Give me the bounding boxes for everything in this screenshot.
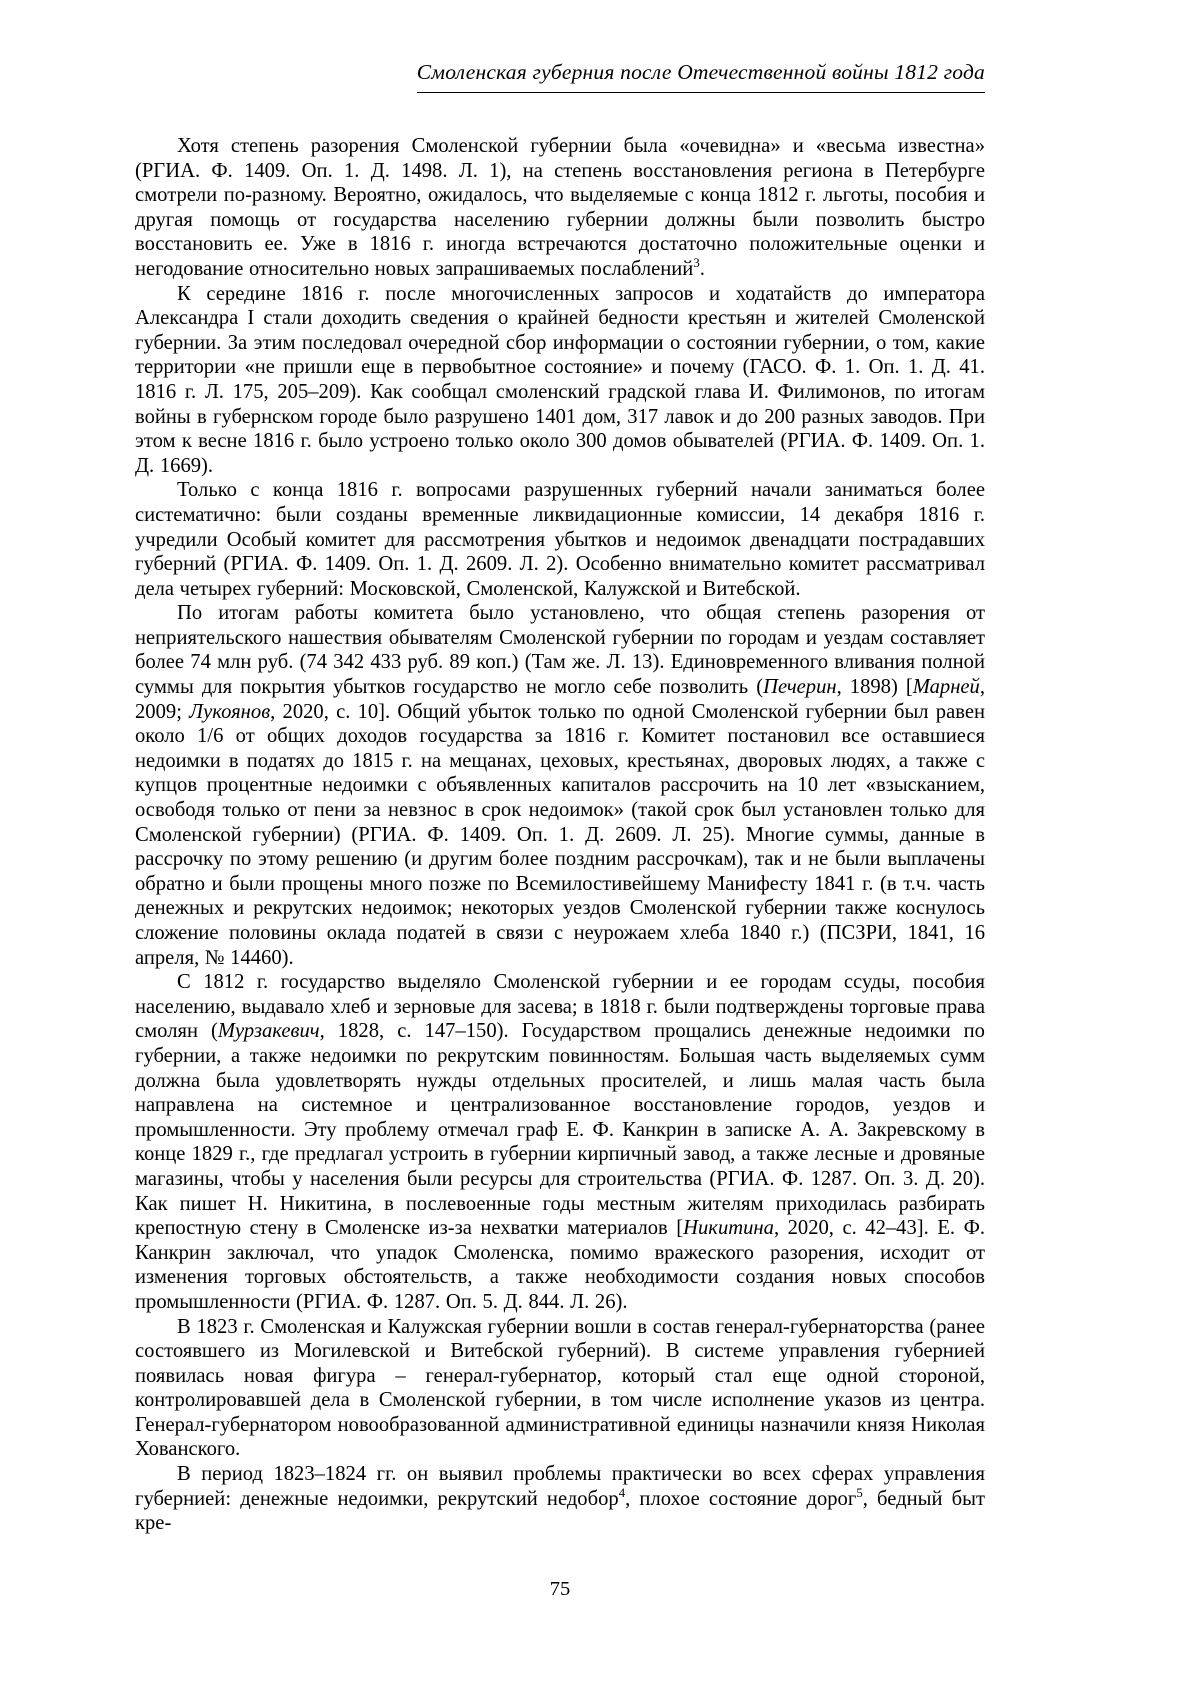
text-run: , бедный быт кре-: [135, 1487, 985, 1535]
paragraph: [135, 1315, 985, 1463]
text-run: Мурзакевич: [217, 1020, 320, 1043]
text-run: К середине 1816 г. после многочисленных запросов и ходатайств до императора Александра I стали доходить сведения о крайней бедности крестьян и жителей Смоленской губернии. За этим последовал очередной сбор информации о состоянии губернии, о том, какие территории «не пришли еще в первобытное состояние» и почему (ГАСО. Ф. 1. Оп. 1. Д. 41. 1816 г. Л. 175, 205–209). Как сообщал смоленский градской глава И. Филимонов, по итогам войны в губернском городе было разрушено 1401 дом, 317 лавок и до 200 разных заводов. При этом к весне 1816 г. было устроено только около 300 домов обывателей (РГИА. Ф. 1409. Оп. 1. Д. 1669).: [135, 282, 985, 477]
text-run: Хотя степень разорения Смоленской губернии была «очевидна» и «весьма известна» (РГИА. Ф. 1409. Оп. 1. Д. 1498. Л. 1), на степень восстановления региона в Петербурге смотрели по-разному. Вероятно, ожидалось, что выделяемые с конца 1812 г. льготы, пособия и другая помощь от государства населению губернии должны были позволить быстро восстановить ее. Уже в 1816 г. иногда встречаются достаточно положительные оценки и негодование относительно новых запрашиваемых послаблений: [135, 135, 985, 280]
paragraph: [135, 478, 985, 601]
paragraph: [135, 282, 985, 479]
text-run: .: [699, 257, 705, 280]
text-run: В период 1823–1824 гг. он выявил проблемы практически во всех сферах управления губернией: денежные недоимки, рекрутский недобор: [135, 1463, 985, 1510]
text-run: , 2020, с. 10]. Общий убыток только по одной Смоленской губернии был равен около 1/6 от общих доходов государства за 1816 г. Комитет постановил все оставшиеся недоимки в податях до 1815 г. на мещанах, цеховых, крестьянах, дворовых людях, а также с купцов процентные недоимки с объявленных капиталов рассрочить на 10 лет «взысканием, освободя только от пени за невзнос в срок недоимок» (такой срок был установлен только для Смоленской губернии) (РГИА. Ф. 1409. Оп. 1. Д. 2609. Л. 25). Многие суммы, данные в рассрочку по этому решению (и другим более поздним рассрочкам), так и не были выплачены обратно и были прощены много позже по Всемилостивейшему Манифесту 1841 г. (в т.ч. часть денежных и рекрутских недоимок; некоторых уездов Смоленской губернии также коснулось сложение половины оклада податей в связи с неурожаем хлеба 1840 г.) (ПСЗРИ, 1841, 16 апреля, № 14460).: [135, 700, 985, 969]
text-run: С 1812 г. государство выделяло Смоленской губернии и ее городам ссуды, пособия населению, выдавало хлеб и зерновые для засева; в 1818 г. были подтверждены торговые права смолян (: [135, 971, 985, 1043]
paragraph: [135, 970, 985, 1314]
paragraph: [135, 601, 985, 970]
article-body: [135, 134, 985, 1536]
paragraph: [135, 134, 985, 282]
text-run: , 2009;: [135, 676, 986, 723]
text-run: Марней: [912, 676, 980, 699]
page-number: 75: [549, 1578, 571, 1600]
text-run: По итогам работы комитета было установлено, что общая степень разорения от неприятельского нашествия обывателям Смоленской губернии по городам и уездам составляет более 74 млн руб. (74 342 433 руб. 89 коп.) (Там же. Л. 13). Единовременного вливания полной суммы для покрытия убытков государство не могло себе позволить (: [135, 602, 985, 699]
text-run: , 2020, с. 42–43]. Е. Ф. Канкрин заключал, что упадок Смоленска, помимо вражеского разорения, исходит от изменения торговых обстоятельств, а также необходимости создания новых способов промышленности (РГИА. Ф. 1287. Оп. 5. Д. 844. Л. 26).: [135, 1217, 985, 1313]
footnote-ref: 5: [856, 1485, 863, 1500]
text-run: , 1898) [: [836, 676, 913, 699]
running-head-title: Смоленская губерния после Отечественной войны 1812 года: [417, 60, 985, 93]
text-run: , плохое состояние дорог: [625, 1487, 857, 1510]
paragraph: [135, 1462, 985, 1536]
text-run: Печерин: [763, 676, 837, 699]
text-run: Никитина: [683, 1217, 774, 1240]
text-run: , 1828, с. 147–150). Государством прощались денежные недоимки по губернии, а также недоимки по рекрутским повинностям. Большая часть выделяемых сумм должна была удовлетворять нужды отдельных просителей, и лишь малая часть была направлена на системное и централизованное восстановление городов, уездов и промышленности. Эту проблему отмечал граф Е. Ф. Канкрин в записке А. А. Закревскому в конце 1829 г., где предлагал устроить в губернии кирпичный завод, а также лесные и дровяные магазины, чтобы у населения были ресурсы для строительства (РГИА. Ф. 1287. Оп. 3. Д. 20). Как пишет Н. Никитина, в послевоенные годы местным жителям приходилась разбирать крепостную стену в Смоленске из-за нехватки материалов [: [135, 1020, 985, 1240]
running-head-container: [135, 60, 985, 93]
footnote-ref: 4: [618, 1485, 626, 1500]
text-run: В 1823 г. Смоленская и Калужская губернии вошли в состав генерал-губернаторства (ранее состоявшего из Могилевской и Витебской губерний). В системе управления губернией появилась новая фигура – генерал-губернатор, который стал еще одной стороной, контролировавшей дела в Смоленской губернии, в том числе исполнение указов из центра. Генерал-губернатором новообразованной административной единицы назначили князя Николая Хованского.: [135, 1315, 985, 1461]
text-run: Только с конца 1816 г. вопросами разрушенных губерний начали заниматься более систематично: были созданы временные ликвидационные комиссии, 14 декабря 1816 г. учредили Особый комитет для рассмотрения убытков и недоимок двенадцати пострадавших губерний (РГИА. Ф. 1409. Оп. 1. Д. 2609. Л. 2). Особенно внимательно комитет рассматривал дела четырех губерний: Московской, Смоленской, Калужской и Витебской.: [135, 479, 985, 600]
text-run: Лукоянов: [189, 700, 271, 723]
footnote-ref: 3: [693, 256, 700, 271]
